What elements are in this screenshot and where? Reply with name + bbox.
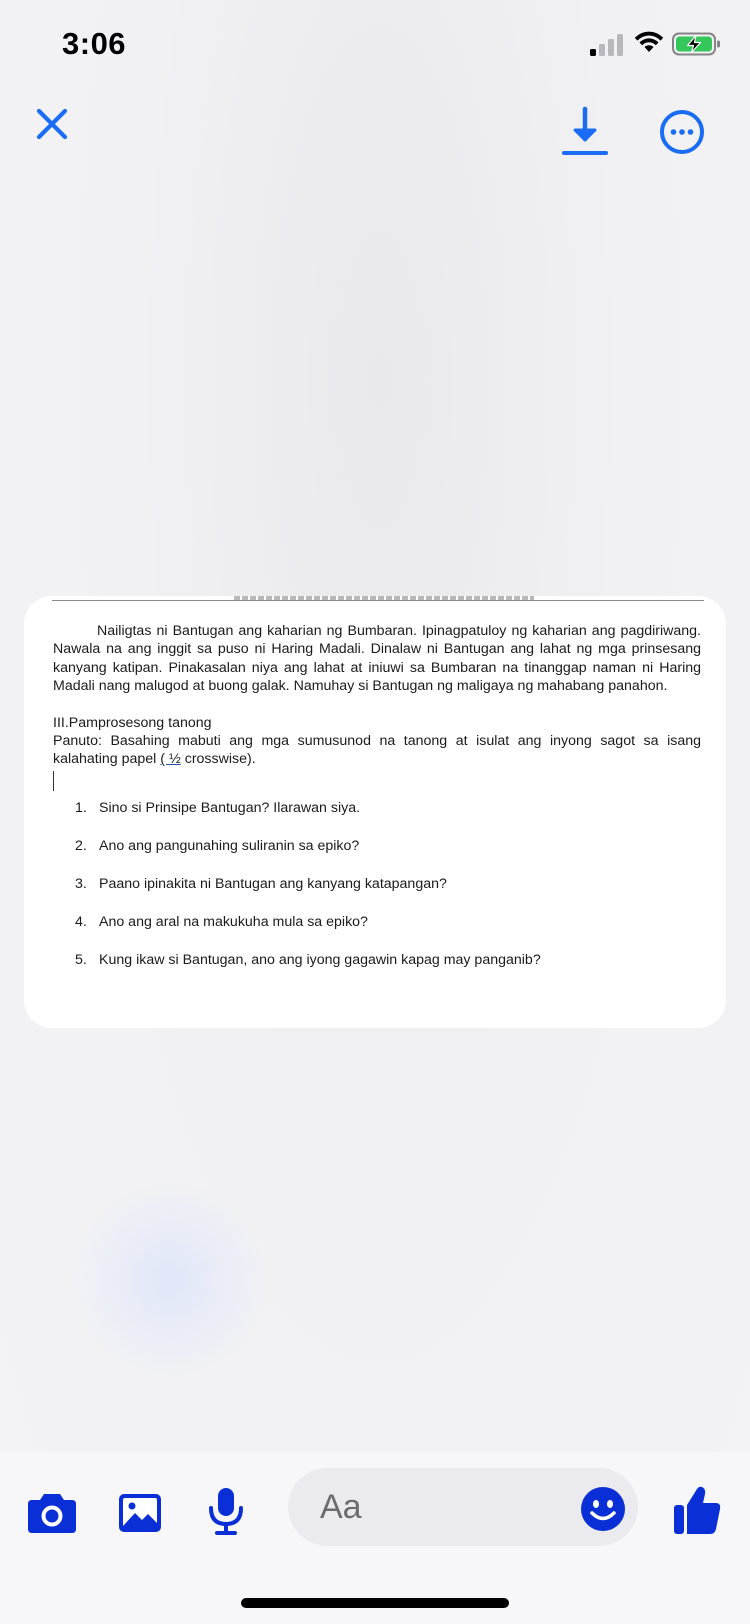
question-text: Sino si Prinsipe Bantugan? Ilarawan siya.	[99, 799, 361, 816]
emoji-button[interactable]	[580, 1486, 626, 1532]
download-button[interactable]	[560, 104, 610, 158]
thumbs-up-icon	[673, 1485, 721, 1535]
status-time: 3:06	[62, 26, 127, 61]
home-indicator[interactable]	[241, 1598, 509, 1608]
document-body	[53, 622, 701, 989]
question-number: 5.	[75, 951, 87, 968]
camera-icon	[27, 1492, 77, 1534]
question-text: Ano ang aral na makukuha mula sa epiko?	[99, 913, 368, 930]
instructions-text: Panuto: Basahing mabuti ang mga sumusunod na tanong at isulat ang inyong sagot sa isang kalahating papel	[53, 733, 701, 768]
mic-icon	[208, 1487, 244, 1535]
question-number: 4.	[75, 913, 87, 930]
question-item	[75, 837, 701, 855]
gallery-icon	[118, 1493, 162, 1533]
question-number: 3.	[75, 875, 87, 892]
instructions-half: ( ½	[160, 751, 181, 768]
background-blur	[70, 1180, 270, 1380]
question-number: 2.	[75, 837, 87, 854]
question-item	[75, 951, 701, 969]
question-number: 1.	[75, 799, 87, 816]
question-list	[53, 799, 701, 969]
text-cursor	[53, 771, 54, 791]
question-text: Paano ipinakita ni Bantugan ang kanyang katapangan?	[99, 875, 447, 892]
wifi-icon	[634, 30, 664, 54]
question-item	[75, 913, 701, 931]
section-title: III.Pamprosesong tanong	[53, 714, 212, 731]
question-text: Kung ikaw si Bantugan, ano ang iyong gagawin kapag may panganib?	[99, 951, 541, 968]
more-options-button[interactable]	[658, 108, 706, 156]
question-text: Ano ang pangunahing suliranin sa epiko?	[99, 837, 360, 854]
emoji-icon	[580, 1486, 626, 1532]
cellular-signal-icon	[590, 34, 626, 56]
download-icon	[561, 105, 609, 157]
message-composer	[0, 1452, 750, 1624]
gallery-button[interactable]	[116, 1490, 164, 1536]
battery-charging-icon	[672, 32, 722, 56]
close-icon	[35, 107, 69, 141]
instructions-suffix: crosswise).	[180, 751, 256, 768]
question-item	[75, 875, 701, 893]
like-button[interactable]	[672, 1484, 722, 1536]
document-image[interactable]	[24, 596, 726, 1028]
instructions	[53, 732, 701, 769]
header-divider	[52, 600, 704, 601]
status-bar	[0, 0, 750, 90]
story-paragraph: Nailigtas ni Bantugan ang kaharian ng Bumbaran. Ipinagpatuloy ng kaharian ang pagdiriwang. Nawala na ang inggit sa puso ni Haring Madali. Dinalaw ni Bantugan ang lahat ng mga prinsesang kanyang katipan. Pinakasalan niya ang lahat at iniuwi sa Bumbaran na tinanggap naman ni Haring Madali nang malugod at buong galak. Namuhay si Bantugan ng maligaya ng mahabang panahon.	[53, 623, 701, 695]
camera-button[interactable]	[26, 1490, 78, 1536]
message-placeholder: Aa	[320, 1488, 362, 1526]
more-icon	[659, 109, 705, 155]
question-item	[75, 799, 701, 817]
microphone-button[interactable]	[206, 1486, 246, 1536]
close-button[interactable]	[30, 102, 74, 146]
